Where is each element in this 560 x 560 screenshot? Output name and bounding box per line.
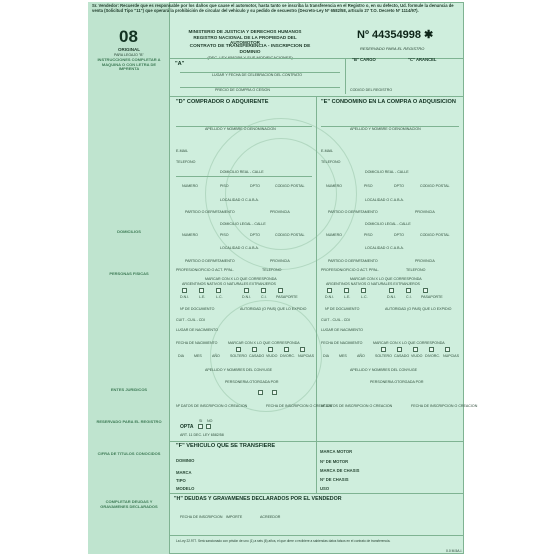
buyer-floor-label: PISO: [220, 184, 229, 188]
copy-label: ORIGINAL: [118, 47, 140, 52]
rule: [170, 96, 464, 97]
co-owner-number-label: NUMERO: [326, 184, 342, 188]
section-c-title: "C" ARANCEL: [408, 57, 437, 62]
buyer-entity-checkbox[interactable]: [258, 390, 263, 395]
engine-brand-label: MARCA MOTOR: [320, 449, 353, 454]
co-civil-2: AÑO: [357, 354, 365, 358]
co-owner-mark-label: MARCAR CON X LO QUE CORRESPONDA: [350, 277, 422, 281]
buyer-authority-label: AUTORIDAD (O PAIS) QUE LO EXPIDIO: [240, 307, 307, 311]
section-e-title: "E" CONDOMINO EN LA COMPRA O ADQUISICION: [321, 99, 456, 105]
buyer-profession-label: PROFESION/OFICIO O ACT. PPAL.: [176, 268, 234, 272]
rule: [345, 58, 346, 94]
doc-type-2: L.C.: [216, 295, 223, 299]
vehicle-type-label: TIPO: [176, 478, 186, 483]
doc-type-3: D.N.I.: [242, 295, 252, 299]
registry-code-label: CODIGO DEL REGISTRO: [350, 88, 393, 92]
civil-5: VIUDO: [266, 354, 278, 358]
h-amount-label: IMPORTE: [226, 515, 243, 519]
co-civil-6: DIVORC.: [425, 354, 440, 358]
co-owner-legal-province-label: PROVINCIA: [415, 259, 435, 263]
buyer-insc-date-label: FECHA DE INSCRIPCION O CREACION: [266, 404, 333, 408]
section-d-title: "D" COMPRADOR O ADQUIRENTE: [176, 99, 269, 105]
buyer-docnum-label: Nº DE DOCUMENTO: [180, 307, 215, 311]
buyer-dni-checkbox[interactable]: [182, 288, 187, 293]
buyer-cuit-label: CUIT - CUIL - CDI: [176, 318, 205, 322]
place-date-label: LUGAR Y FECHA DE CELEBRACION DEL CONTRATO: [212, 73, 303, 77]
co-owner-address-label: DOMICILIO REAL - CALLE: [365, 170, 409, 174]
legal-footer: La Ley 22.977. Será sancionado con prisión de uno (1) a seis (6) años, el que diere o recibiere a sabiendas datos falsos en el contrato de transferencia.: [176, 539, 391, 543]
co-owner-legal-dept-label: DPTO: [394, 233, 404, 237]
doc-type-5: PASAPORTE: [276, 295, 298, 299]
co-owner-dept-label: DPTO: [394, 184, 404, 188]
co-owner-spouse-label: APELLIDO Y NOMBRES DEL CONYUGE: [350, 368, 418, 372]
buyer-nationality-label: ARGENTINOS NATIVOS O NATURALES EXTRANJEROS: [182, 282, 276, 286]
co-owner-dni-ext-checkbox[interactable]: [389, 288, 394, 293]
ministry-line-2: REGISTRO NACIONAL DE LA PROPIEDAD DEL AUTOMOTOR: [193, 34, 297, 46]
co-owner-zip-label: CODIGO POSTAL: [420, 184, 450, 188]
co-civil-3: SOLTERO: [375, 354, 392, 358]
buyer-insc-label: Nº DATOS DE INSCRIPCION O CREACION: [176, 404, 248, 408]
buyer-le-checkbox[interactable]: [199, 288, 204, 293]
civil-6: DIVORC.: [280, 354, 295, 358]
civil-7: NUPCIAS: [298, 354, 314, 358]
co-owner-docnum-label: Nº DE DOCUMENTO: [325, 307, 360, 311]
co-owner-name-label: APELLIDO Y NOMBRE O DENOMINACION: [350, 127, 421, 131]
column-divider: [316, 96, 317, 441]
rule: [170, 493, 464, 494]
co-owner-legal-partido-label: PARTIDO O DEPARTAMENTO: [328, 259, 378, 263]
co-owner-cuit-label: CUIT - CUIL - CDI: [321, 318, 350, 322]
buyer-widowed-checkbox[interactable]: [268, 347, 273, 352]
rule: [170, 535, 464, 536]
co-civil-7: NUPCIAS: [443, 354, 459, 358]
doc-type-0: D.N.I.: [180, 295, 190, 299]
buyer-email-label: E-MAIL: [176, 149, 188, 153]
co-owner-authority-label: AUTORIDAD (O PAIS) QUE LO EXPIDIO: [385, 307, 452, 311]
side-juridicos: ENTES JURIDICOS: [110, 387, 148, 392]
price-label: PRECIO DE COMPRA O CESION: [215, 88, 270, 92]
co-doc-type-3: D.N.I.: [387, 295, 397, 299]
co-owner-nupcias-checkbox[interactable]: [445, 347, 450, 352]
side-cifra: CIFRA DE TITULOS CONOCIDOS: [97, 451, 161, 456]
opta-si-checkbox[interactable]: [198, 424, 203, 429]
co-owner-floor-label: PISO: [364, 184, 373, 188]
form-number: Nº 44354998 ✱: [357, 29, 434, 41]
buyer-personeria-label: PERSONERIA OTORGADA POR: [225, 380, 279, 384]
buyer-legal-dept-label: DPTO: [250, 233, 260, 237]
ley-label: ART. 11 DEC. LEY 6582/58: [180, 433, 224, 437]
section-a-title: "A": [175, 61, 185, 67]
chassis-brand-label: MARCA DE CHASIS: [320, 468, 360, 473]
co-doc-type-4: C.I.: [406, 295, 412, 299]
form-stamp: 0.0 M.5A.I.: [446, 549, 463, 553]
legajo-label: PARA LEGAJO "B": [114, 53, 144, 57]
side-personas: PERSONAS FISICAS: [109, 271, 149, 276]
buyer-number-label: NUMERO: [182, 184, 198, 188]
buyer-legal-zip-label: CODIGO POSTAL: [275, 233, 305, 237]
vehicle-brand-label: MARCA: [176, 470, 192, 475]
buyer-zip-label: CODIGO POSTAL: [275, 184, 305, 188]
opta-no: NO: [207, 419, 213, 423]
form-code: 08: [119, 27, 138, 46]
use-label: USO: [320, 486, 330, 491]
column-divider: [316, 441, 317, 493]
buyer-phone-label: TELEFONO: [176, 160, 196, 164]
doc-type-4: C.I.: [261, 295, 267, 299]
co-owner-phone-label: TELEFONO: [321, 160, 341, 164]
engine-number-label: Nº DE MOTOR: [320, 459, 349, 464]
co-owner-passport-checkbox[interactable]: [423, 288, 428, 293]
section-h-title: "H" DEUDAS Y GRAVAMENES DECLARADOS POR EL VENDEDOR: [174, 496, 342, 502]
civil-3: SOLTERO: [230, 354, 247, 358]
h-registry-label: FECHA DE INSCRIPCION: [180, 515, 223, 519]
co-owner-civil-label: MARCAR CON X LO QUE CORRESPONDA: [373, 341, 445, 345]
co-owner-legal-number-label: NUMERO: [326, 233, 342, 237]
buyer-legal-floor-label: PISO: [220, 233, 229, 237]
co-owner-legal-address-label: DOMICILIO LEGAL - CALLE: [365, 222, 411, 226]
buyer-nupcias-checkbox[interactable]: [300, 347, 305, 352]
co-owner-personeria-label: PERSONERIA OTORGADA POR: [370, 380, 424, 384]
buyer-partido-label: PARTIDO O DEPARTAMENTO: [185, 210, 235, 214]
buyer-birthdate-label: FECHA DE NACIMIENTO: [176, 341, 218, 345]
civil-4: CASADO: [249, 354, 265, 358]
co-owner-married-checkbox[interactable]: [397, 347, 402, 352]
co-owner-province-label: PROVINCIA: [415, 210, 435, 214]
contract-line-2: (DEC. LEY 6582/58 Y SUS MODIFICACIONES): [207, 55, 293, 61]
co-owner-email-label: E-MAIL: [321, 149, 333, 153]
opta-no-checkbox[interactable]: [206, 424, 211, 429]
buyer-civil-label: MARCAR CON X LO QUE CORRESPONDA: [228, 341, 300, 345]
chassis-number-label: Nº DE CHASIS: [320, 477, 349, 482]
co-owner-birthdate-label: FECHA DE NACIMIENTO: [321, 341, 363, 345]
co-owner-ci-checkbox[interactable]: [406, 288, 411, 293]
buyer-province-label: PROVINCIA: [270, 210, 290, 214]
opta-si: SI: [199, 419, 203, 423]
buyer-ci-checkbox[interactable]: [261, 288, 266, 293]
civil-1: MES: [194, 354, 202, 358]
seller-notice: Sr. Vendedor: Recuerde que es responsable por los daños que cause el automotor, hasta tanto se inscriba la transferencia en el Registro o, en su defecto, Ud. formule la denuncia de venta (Solicitud Tipo "11") que operará la prohibición de circular del vehículo y su pedido de secuestro (Decreto-Ley Nº 6582/58, artículo 27 T.O. Decreto Nº 1114/97).: [92, 3, 454, 13]
buyer-passport-checkbox[interactable]: [278, 288, 283, 293]
co-owner-divorced-checkbox[interactable]: [429, 347, 434, 352]
side-completar: COMPLETAR DEUDAS Y GRAVAMENES DECLARADOS: [100, 499, 158, 509]
instructions-column: [88, 2, 170, 554]
buyer-lc-checkbox[interactable]: [216, 288, 221, 293]
opta-label: OPTA: [180, 424, 194, 430]
buyer-locality-label: LOCALIDAD O C.A.B.A.: [220, 198, 259, 202]
co-civil-0: DIA: [323, 354, 329, 358]
co-owner-nationality-label: ARGENTINOS NATIVOS O NATURALES EXTRANJEROS: [326, 282, 420, 286]
co-owner-lc-checkbox[interactable]: [361, 288, 366, 293]
buyer-address-line[interactable]: [176, 176, 312, 177]
section-b-title: "B" CARGO: [352, 57, 376, 62]
co-civil-5: VIUDO: [411, 354, 423, 358]
vehicle-domain-label: DOMINIO: [176, 458, 195, 463]
co-owner-birthplace-label: LUGAR DE NACIMIENTO: [321, 328, 363, 332]
buyer-birthplace-label: LUGAR DE NACIMIENTO: [176, 328, 218, 332]
buyer-single-checkbox[interactable]: [236, 347, 241, 352]
buyer-legal-address-label: DOMICILIO LEGAL - CALLE: [220, 222, 266, 226]
buyer-legal-locality-label: LOCALIDAD O C.A.B.A.: [220, 246, 259, 250]
co-owner-le-checkbox[interactable]: [344, 288, 349, 293]
h-creditor-label: ACREEDOR: [260, 515, 281, 519]
buyer-legal-number-label: NUMERO: [182, 233, 198, 237]
co-doc-type-0: D.N.I.: [325, 295, 335, 299]
co-owner-insc-date-label: FECHA DE INSCRIPCION O CREACION: [411, 404, 478, 408]
buyer-name-label: APELLIDO Y NOMBRE O DENOMINACION: [205, 127, 276, 131]
co-owner-partido-label: PARTIDO O DEPARTAMENTO: [328, 210, 378, 214]
co-owner-profession-label: PROFESION/OFICIO O ACT. PPAL.: [321, 268, 379, 272]
co-owner-legal-locality-label: LOCALIDAD O C.A.B.A.: [365, 246, 404, 250]
buyer-address-label: DOMICILIO REAL - CALLE: [220, 170, 264, 174]
ministry-line-1: MINISTERIO DE JUSTICIA Y DERECHOS HUMANOS: [188, 29, 302, 34]
buyer-legal-province-label: PROVINCIA: [270, 259, 290, 263]
buyer-entity-checkbox-2[interactable]: [272, 390, 277, 395]
vehicle-model-label: MODELO: [176, 486, 195, 491]
co-owner-locality-label: LOCALIDAD O C.A.B.A.: [365, 198, 404, 202]
co-doc-type-1: L.E.: [344, 295, 351, 299]
buyer-spouse-label: APELLIDO Y NOMBRES DEL CONYUGE: [205, 368, 273, 372]
side-domicilios: DOMICILIOS: [117, 229, 141, 234]
co-owner-legal-floor-label: PISO: [364, 233, 373, 237]
co-owner-single-checkbox[interactable]: [381, 347, 386, 352]
co-owner-dni-checkbox[interactable]: [327, 288, 332, 293]
civil-2: AÑO: [212, 354, 220, 358]
reserved-label: RESERVADO PARA EL REGISTRO: [360, 46, 425, 51]
buyer-dept-label: DPTO: [250, 184, 260, 188]
rule: [170, 441, 464, 442]
co-doc-type-5: PASAPORTE: [421, 295, 443, 299]
buyer-legal-partido-label: PARTIDO O DEPARTAMENTO: [185, 259, 235, 263]
buyer-tel-label: TELEFONO: [262, 268, 282, 272]
side-instructions: INSTRUCCIONES COMPLETAR A MAQUINA O CON LETRA DE IMPRENTA: [97, 57, 161, 72]
co-civil-1: MES: [339, 354, 347, 358]
buyer-divorced-checkbox[interactable]: [284, 347, 289, 352]
co-civil-4: CASADO: [394, 354, 410, 358]
co-doc-type-2: L.C.: [361, 295, 368, 299]
doc-type-1: L.E.: [199, 295, 206, 299]
contract-line-1: CONTRATO DE TRANSFERENCIA - INSCRIPCION DE DOMINIO: [189, 44, 311, 55]
buyer-married-checkbox[interactable]: [252, 347, 257, 352]
co-owner-legal-zip-label: CODIGO POSTAL: [420, 233, 450, 237]
co-owner-widowed-checkbox[interactable]: [413, 347, 418, 352]
buyer-mark-label: MARCAR CON X LO QUE CORRESPONDA: [205, 277, 277, 281]
side-reservado: RESERVADO PARA EL REGISTRO: [96, 419, 162, 424]
co-owner-insc-label: Nº DATOS DE INSCRIPCION O CREACION: [321, 404, 393, 408]
civil-0: DIA: [178, 354, 184, 358]
section-f-title: "F" VEHICULO QUE SE TRANSFIERE: [176, 443, 276, 449]
co-owner-tel-label: TELEFONO: [406, 268, 426, 272]
buyer-dni-ext-checkbox[interactable]: [244, 288, 249, 293]
